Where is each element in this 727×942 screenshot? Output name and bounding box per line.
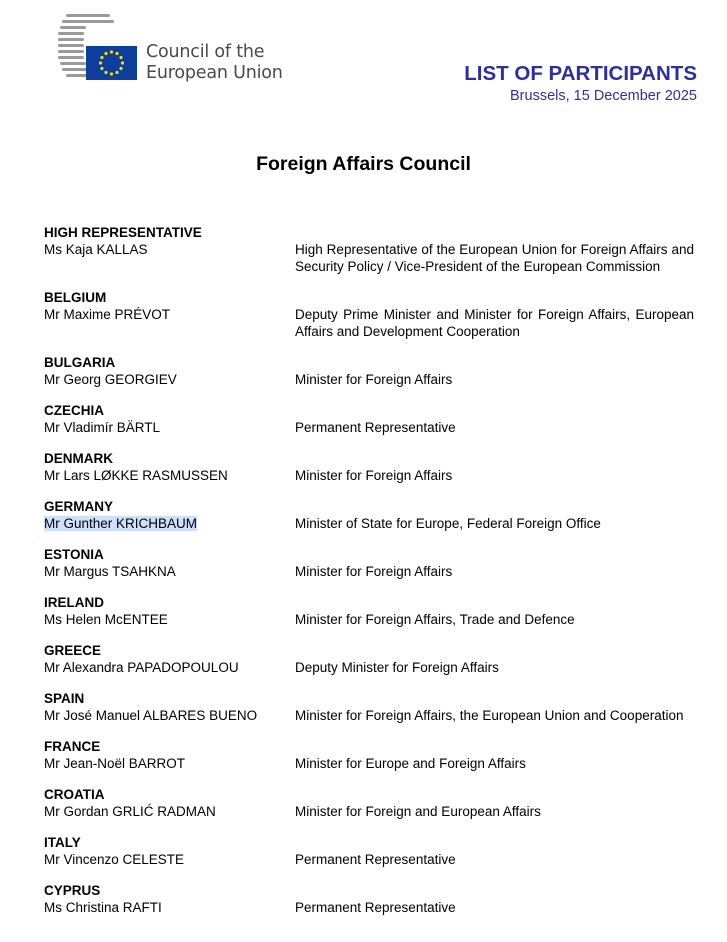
participant-name bbox=[44, 563, 295, 580]
list-date: Brussels, 15 December 2025 bbox=[510, 88, 697, 104]
participant-role: Permanent Representative bbox=[295, 852, 456, 867]
eu-star-icon bbox=[110, 50, 113, 53]
eu-star-icon bbox=[99, 61, 102, 64]
participant-row bbox=[44, 803, 694, 820]
participant-role: Deputy Minister for Foreign Affairs bbox=[295, 660, 499, 675]
participant-name bbox=[44, 611, 295, 628]
country-heading: BULGARIA bbox=[44, 355, 116, 370]
country-heading: DENMARK bbox=[44, 451, 113, 466]
participant-entry bbox=[44, 498, 694, 532]
participant-name-text: Mr Vincenzo CELESTE bbox=[44, 852, 185, 867]
eu-star-icon bbox=[121, 61, 124, 64]
participant-role: High Representative of the European Union for Foreign Affairs and Security Policy / Vice-President of the European Commission bbox=[295, 242, 694, 274]
participant-name-text: Mr Alexandra PAPADOPOULOU bbox=[44, 660, 239, 675]
country-heading: ESTONIA bbox=[44, 547, 104, 562]
participant-role: Minister for Europe and Foreign Affairs bbox=[295, 756, 526, 771]
list-header bbox=[464, 62, 697, 105]
participant-name-text: Ms Christina RAFTI bbox=[44, 900, 162, 915]
participant-role: Minister of State for Europe, Federal Foreign Office bbox=[295, 516, 601, 531]
participant-row bbox=[44, 467, 694, 484]
participant-name bbox=[44, 851, 295, 868]
participant-name-text: Ms Kaja KALLAS bbox=[44, 242, 148, 257]
logo-line-2: European Union bbox=[146, 63, 283, 83]
participant-entry bbox=[44, 834, 694, 868]
participant-entry bbox=[44, 738, 694, 772]
eu-star-icon bbox=[110, 72, 113, 75]
participant-name bbox=[44, 707, 295, 724]
participant-row bbox=[44, 515, 694, 532]
participant-entry bbox=[44, 354, 694, 388]
country-heading: SPAIN bbox=[44, 691, 85, 706]
eu-star-icon bbox=[115, 52, 118, 55]
participant-name-text: Mr Lars LØKKE RASMUSSEN bbox=[44, 468, 228, 483]
eu-emblem-icon bbox=[58, 14, 144, 84]
participant-row bbox=[44, 563, 694, 580]
country-heading: FRANCE bbox=[44, 739, 101, 754]
list-title: LIST OF PARTICIPANTS bbox=[464, 62, 697, 85]
participants-list bbox=[44, 224, 694, 930]
participant-name bbox=[44, 659, 295, 676]
country-heading: GREECE bbox=[44, 643, 102, 658]
country-heading: IRELAND bbox=[44, 595, 104, 610]
eu-star-icon bbox=[100, 67, 103, 70]
participant-entry bbox=[44, 690, 694, 724]
participant-name bbox=[44, 371, 295, 388]
eu-star-icon bbox=[119, 56, 122, 59]
participant-entry bbox=[44, 786, 694, 820]
participant-name bbox=[44, 899, 295, 916]
participant-name-text: Mr Gunther KRICHBAUM bbox=[44, 516, 198, 531]
participant-row bbox=[44, 241, 694, 275]
participant-role: Permanent Representative bbox=[295, 420, 456, 435]
council-logo bbox=[58, 14, 298, 84]
participant-entry bbox=[44, 450, 694, 484]
participant-role: Minister for Foreign Affairs bbox=[295, 564, 453, 579]
participant-row bbox=[44, 707, 694, 724]
council-title: Foreign Affairs Council bbox=[256, 153, 471, 175]
participant-name-text: Mr Maxime PRÉVOT bbox=[44, 307, 171, 322]
participant-row bbox=[44, 306, 694, 340]
participant-role: Minister for Foreign Affairs, Trade and Defence bbox=[295, 612, 575, 627]
participant-row bbox=[44, 371, 694, 388]
participant-name-text: Mr Gordan GRLIĆ RADMAN bbox=[44, 804, 216, 819]
participant-name-text: Mr Georg GEORGIEV bbox=[44, 372, 177, 387]
participant-name bbox=[44, 755, 295, 772]
participant-name bbox=[44, 515, 295, 532]
country-heading: GERMANY bbox=[44, 499, 114, 514]
participant-role: Minister for Foreign Affairs bbox=[295, 468, 453, 483]
country-heading: CROATIA bbox=[44, 787, 105, 802]
participant-name-text: Mr Jean-Noël BARROT bbox=[44, 756, 186, 771]
participant-role: Minister for Foreign and European Affairs bbox=[295, 804, 541, 819]
country-heading: BELGIUM bbox=[44, 290, 107, 305]
participant-name bbox=[44, 419, 295, 436]
participant-row bbox=[44, 419, 694, 436]
participant-entry bbox=[44, 546, 694, 580]
participant-name bbox=[44, 467, 295, 484]
country-heading: CZECHIA bbox=[44, 403, 104, 418]
participant-entry bbox=[44, 402, 694, 436]
participant-name-text: Mr Margus TSAHKNA bbox=[44, 564, 176, 579]
participant-name bbox=[44, 803, 295, 820]
participant-row bbox=[44, 851, 694, 868]
eu-star-icon bbox=[104, 71, 107, 74]
country-heading: ITALY bbox=[44, 835, 81, 850]
participant-role: Deputy Prime Minister and Minister for Foreign Affairs, European Affairs and Development Cooperation bbox=[295, 307, 694, 339]
participant-role: Minister for Foreign Affairs, the European Union and Cooperation bbox=[295, 708, 684, 723]
participant-role: Permanent Representative bbox=[295, 900, 456, 915]
participant-entry bbox=[44, 224, 694, 275]
country-heading: CYPRUS bbox=[44, 883, 101, 898]
participant-row bbox=[44, 899, 694, 916]
eu-star-icon bbox=[119, 67, 122, 70]
logo-line-1: Council of the bbox=[146, 42, 265, 62]
participant-row bbox=[44, 755, 694, 772]
participant-entry bbox=[44, 642, 694, 676]
eu-star-icon bbox=[100, 56, 103, 59]
participant-entry bbox=[44, 289, 694, 340]
participant-name-text: Mr José Manuel ALBARES BUENO bbox=[44, 708, 258, 723]
participant-row bbox=[44, 659, 694, 676]
participant-name-text: Ms Helen McENTEE bbox=[44, 612, 168, 627]
eu-star-icon bbox=[104, 52, 107, 55]
participant-entry bbox=[44, 882, 694, 916]
participant-name-text: Mr Vladimír BÄRTL bbox=[44, 420, 161, 435]
participant-entry bbox=[44, 594, 694, 628]
participant-row bbox=[44, 611, 694, 628]
document-header bbox=[0, 0, 727, 110]
participant-role: Minister for Foreign Affairs bbox=[295, 372, 453, 387]
country-heading: HIGH REPRESENTATIVE bbox=[44, 225, 202, 240]
participant-name bbox=[44, 306, 295, 340]
eu-star-icon bbox=[115, 71, 118, 74]
participant-name bbox=[44, 241, 295, 275]
